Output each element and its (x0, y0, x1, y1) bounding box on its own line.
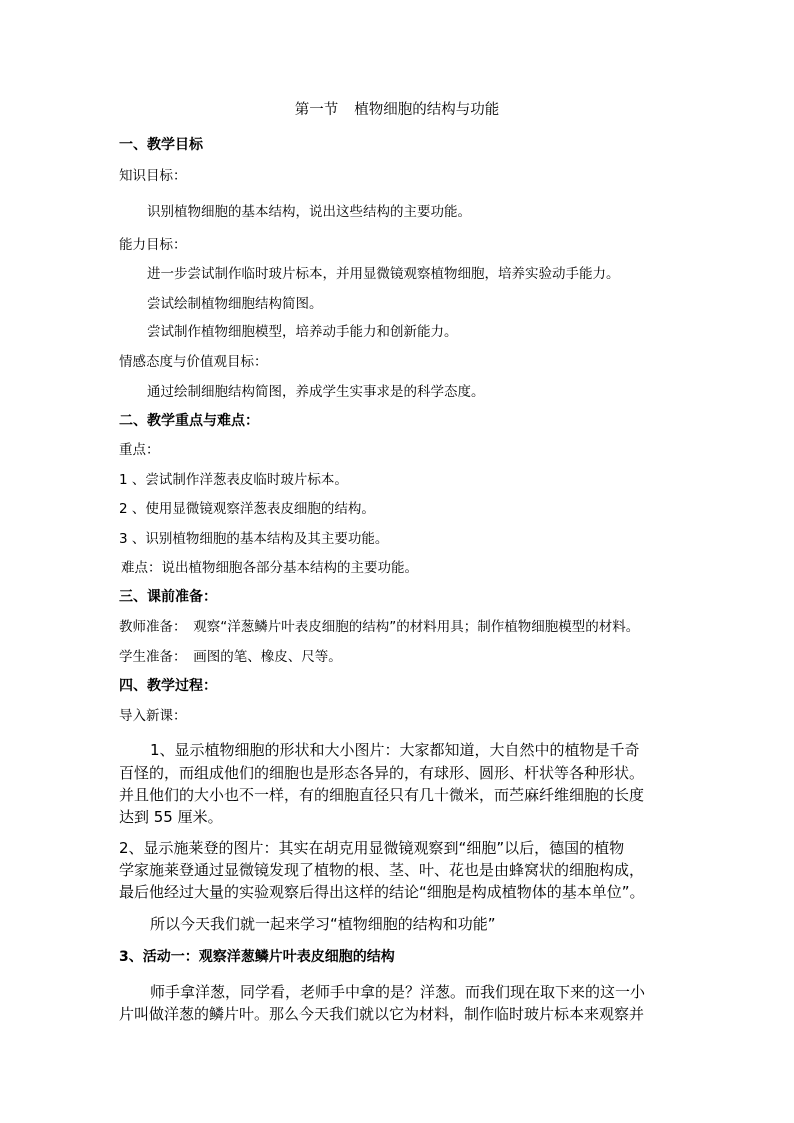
knowledge-goal-text: 识别植物细胞的基本结构，说出这些结构的主要功能。 (147, 204, 471, 220)
key-point-2: 2 、使用显微镜观察洋葱表皮细胞的结构。 (119, 501, 375, 517)
student-prep: 学生准备： 画图的笔、橡皮、尺等。 (119, 649, 342, 665)
title-text: 植物细胞的结构与功能 (354, 102, 500, 118)
section-3-heading: 三、课前准备： (119, 589, 217, 605)
activity-heading: 3、活动一：观察洋葱鳞片叶表皮细胞的结构 (119, 949, 395, 965)
intro-label: 导入新课： (119, 708, 187, 724)
teacher-prep: 教师准备： 观察“洋葱鳞片叶表皮细胞的结构”的材料用具；制作植物细胞模型的材料。 (119, 619, 640, 635)
paragraph-4-line-2: 片叫做洋葱的鳞片叶。那么今天我们就以它为材料，制作临时玻片标本来观察并 (119, 1005, 645, 1023)
ability-goal-3: 尝试制作植物细胞模型，培养动手能力和创新能力。 (147, 324, 458, 340)
section-2-heading: 二、教学重点与难点： (119, 413, 259, 429)
key-point-3: 3 、识别植物细胞的基本结构及其主要功能。 (119, 531, 389, 547)
emotion-goal-label: 情感态度与价值观目标： (119, 354, 268, 370)
emotion-goal-text: 通过绘制细胞结构简图，养成学生实事求是的科学态度。 (147, 384, 485, 400)
paragraph-2-line-2: 学家施莱登通过显微镜发现了植物的根、茎、叶、花也是由蜂窝状的细胞构成， (119, 861, 645, 879)
ability-goal-1: 进一步尝试制作临时玻片标本，并用显微镜观察植物细胞，培养实验动手能力。 (147, 266, 620, 282)
section-1-heading: 一、教学目标 (119, 137, 203, 153)
key-point-1: 1 、尝试制作洋葱表皮临时玻片标本。 (119, 472, 348, 488)
paragraph-4-line-1: 师手拿洋葱，同学看，老师手中拿的是？洋葱。而我们现在取下来的这一小 (150, 983, 646, 1001)
difficulty-text: 难点：说出植物细胞各部分基本结构的主要功能。 (121, 560, 418, 576)
paragraph-2-line-3: 最后他经过大量的实验观察后得出这样的结论“细胞是构成植物体的基本单位”。 (119, 883, 645, 901)
title-section-number: 第一节 (294, 102, 339, 118)
key-points-label: 重点： (119, 442, 160, 458)
paragraph-2-line-1: 2、显示施莱登的图片：其实在胡克用显微镜观察到“细胞”以后，德国的植物 (119, 839, 625, 857)
paragraph-1-line-3: 并且他们的大小也不一样，有的细胞直径只有几十微米，而苎麻纤维细胞的长度 (119, 786, 645, 804)
paragraph-1-line-1: 1、显示植物细胞的形状和大小图片：大家都知道，大自然中的植物是千奇 (150, 741, 640, 759)
knowledge-goal-label: 知识目标： (119, 168, 187, 184)
paragraph-3: 所以今天我们就一起来学习“植物细胞的结构和功能” (150, 915, 496, 933)
paragraph-1-line-2: 百怪的，而组成他们的细胞也是形态各异的，有球形、圆形、杆状等各种形状。 (119, 764, 645, 782)
ability-goal-2: 尝试绘制植物细胞结构简图。 (147, 296, 323, 312)
ability-goal-label: 能力目标： (119, 237, 187, 253)
section-4-heading: 四、教学过程： (119, 678, 217, 694)
paragraph-1-line-4: 达到 55 厘米。 (119, 808, 223, 826)
page-title (0, 100, 794, 120)
